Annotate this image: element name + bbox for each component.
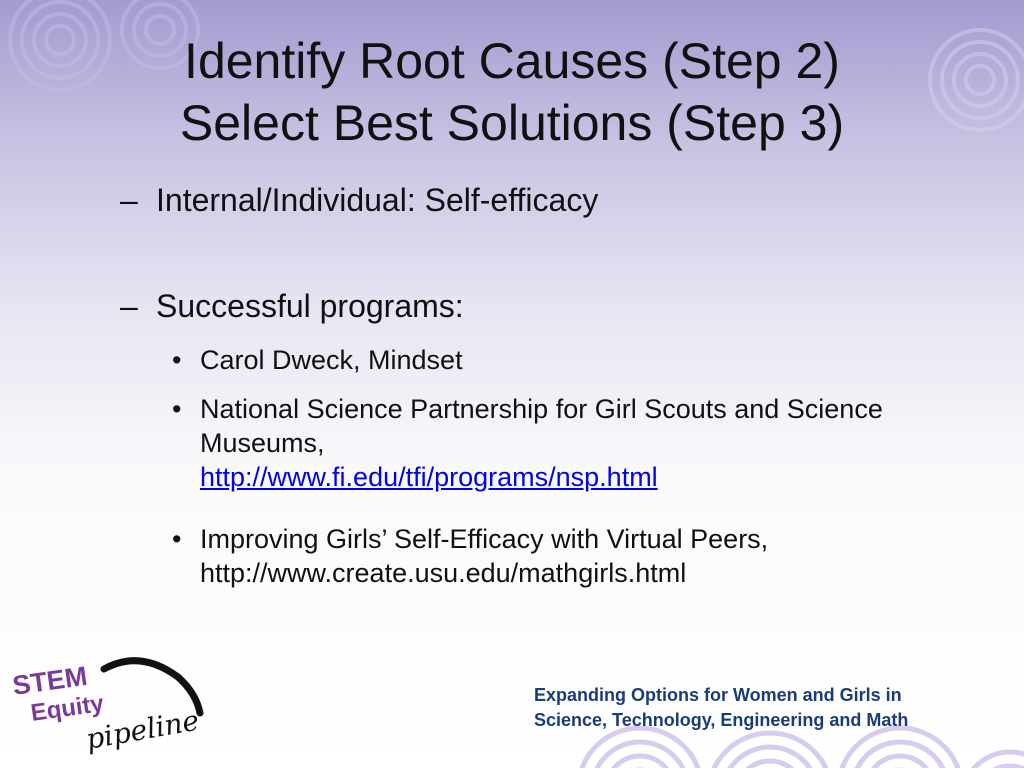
bullet-marker: • xyxy=(172,345,182,375)
title-line-1: Identify Root Causes (Step 2) xyxy=(184,33,840,89)
bullet-marker: • xyxy=(172,524,182,554)
list-item-successful-programs xyxy=(120,286,464,326)
logo-text-stem: STEM xyxy=(10,660,90,701)
program-text: National Science Partnership for Girl Scouts and Science Museums, xyxy=(200,394,883,458)
logo-text-pipeline: pipeline xyxy=(83,703,202,756)
tagline-line-1: Expanding Options for Women and Girls in xyxy=(534,685,902,705)
list-item-text: Internal/Individual: Self-efficacy xyxy=(156,182,599,218)
tagline-line-2: Science, Technology, Engineering and Math xyxy=(534,710,909,730)
program-text: Carol Dweck, Mindset xyxy=(200,345,463,375)
title-line-2: Select Best Solutions (Step 3) xyxy=(179,95,845,151)
bullet-marker: • xyxy=(172,394,182,424)
list-item-text: Successful programs: xyxy=(156,288,464,324)
slide-title xyxy=(40,30,984,154)
program-item-virtual-peers xyxy=(172,522,980,590)
logo-text-equity: Equity xyxy=(29,689,106,727)
nsp-link[interactable]: http://www.fi.edu/tfi/programs/nsp.html xyxy=(200,462,658,492)
program-item-nsp xyxy=(172,392,980,494)
footer-tagline xyxy=(534,683,908,733)
stem-equity-pipeline-logo xyxy=(10,655,210,763)
program-item-dweck xyxy=(172,343,980,377)
dash-marker: – xyxy=(120,288,138,324)
program-text: Improving Girls’ Self-Efficacy with Virtual Peers, http://www.create.usu.edu/mathgirls.html xyxy=(200,524,769,588)
list-item-self-efficacy xyxy=(120,180,598,220)
dash-marker: – xyxy=(120,182,138,218)
